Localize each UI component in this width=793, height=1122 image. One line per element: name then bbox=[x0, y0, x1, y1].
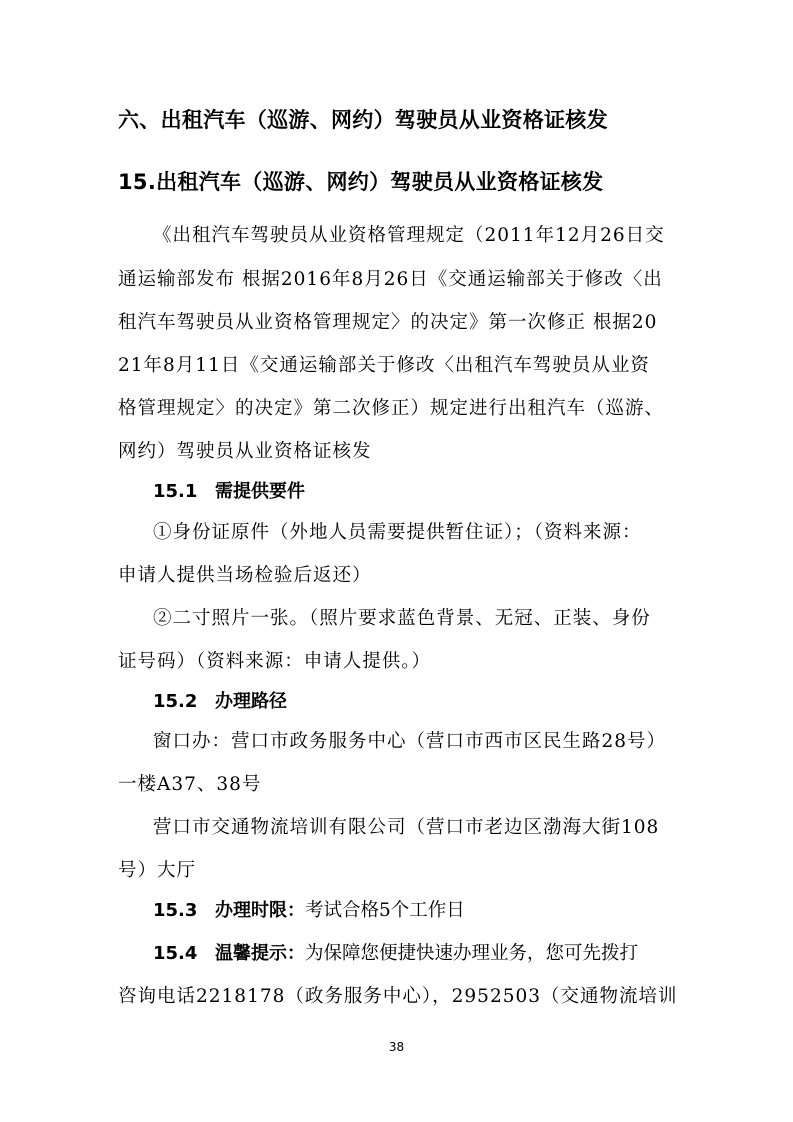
address-line: 号）大厅 bbox=[118, 860, 197, 881]
subsection-15-3 bbox=[153, 897, 465, 925]
requirement-line: ②二寸照片一张。（照片要求蓝色背景、无冠、正装、身份 bbox=[153, 608, 651, 629]
subsection-15-4 bbox=[153, 940, 638, 968]
requirement-line: ①身份证原件（外地人员需要提供暂住证）；（资料来源： bbox=[153, 522, 642, 543]
page-number: 38 bbox=[388, 1040, 405, 1054]
section-heading: 六、出租汽车（巡游、网约）驾驶员从业资格证核发 bbox=[118, 108, 608, 132]
intro-line: 通运输部发布 根据2016年8月26日《交通运输部关于修改〈出 bbox=[118, 269, 663, 290]
intro-line: 网约）驾驶员从业资格证核发 bbox=[118, 441, 372, 462]
address-line: 一楼A37、38号 bbox=[118, 774, 262, 795]
subsection-text: 考试合格5个工作日 bbox=[305, 900, 465, 921]
subsection-15-1-heading bbox=[153, 478, 305, 506]
requirement-line: 证号码）（资料来源：申请人提供。） bbox=[118, 651, 432, 672]
subsection-number: 15.4 bbox=[153, 943, 198, 964]
subsection-label: 办理时限： bbox=[215, 900, 305, 921]
requirement-line: 申请人提供当场检验后返还） bbox=[118, 565, 372, 586]
subsection-title: 需提供要件 bbox=[215, 481, 305, 502]
intro-line: 21年8月11日《交通运输部关于修改〈出租汽车驾驶员从业资 bbox=[118, 355, 650, 376]
intro-line: 《出租汽车驾驶员从业资格管理规定（2011年12月26日交 bbox=[153, 225, 665, 246]
subsection-number: 15.3 bbox=[153, 900, 198, 921]
subsection-number: 15.2 bbox=[153, 691, 198, 712]
item-heading: 15.出租汽车（巡游、网约）驾驶员从业资格证核发 bbox=[118, 170, 604, 194]
subsection-title: 办理路径 bbox=[215, 691, 287, 712]
subsection-text: 为保障您便捷快速办理业务，您可先拨打 bbox=[305, 943, 639, 964]
subsection-label: 温馨提示： bbox=[215, 943, 305, 964]
tip-line: 咨询电话2218178（政务服务中心），2952503（交通物流培训 bbox=[118, 986, 678, 1007]
intro-line: 租汽车驾驶员从业资格管理规定〉的决定》第一次修正 根据20 bbox=[118, 312, 658, 333]
intro-line: 格管理规定〉的决定》第二次修正）规定进行出租汽车（巡游、 bbox=[118, 398, 665, 419]
address-line: 窗口办：营口市政务服务中心（营口市西市区民生路28号） bbox=[153, 731, 667, 752]
subsection-number: 15.1 bbox=[153, 481, 198, 502]
address-line: 营口市交通物流培训有限公司（营口市老边区渤海大街108 bbox=[153, 817, 660, 838]
subsection-15-2-heading bbox=[153, 688, 287, 716]
